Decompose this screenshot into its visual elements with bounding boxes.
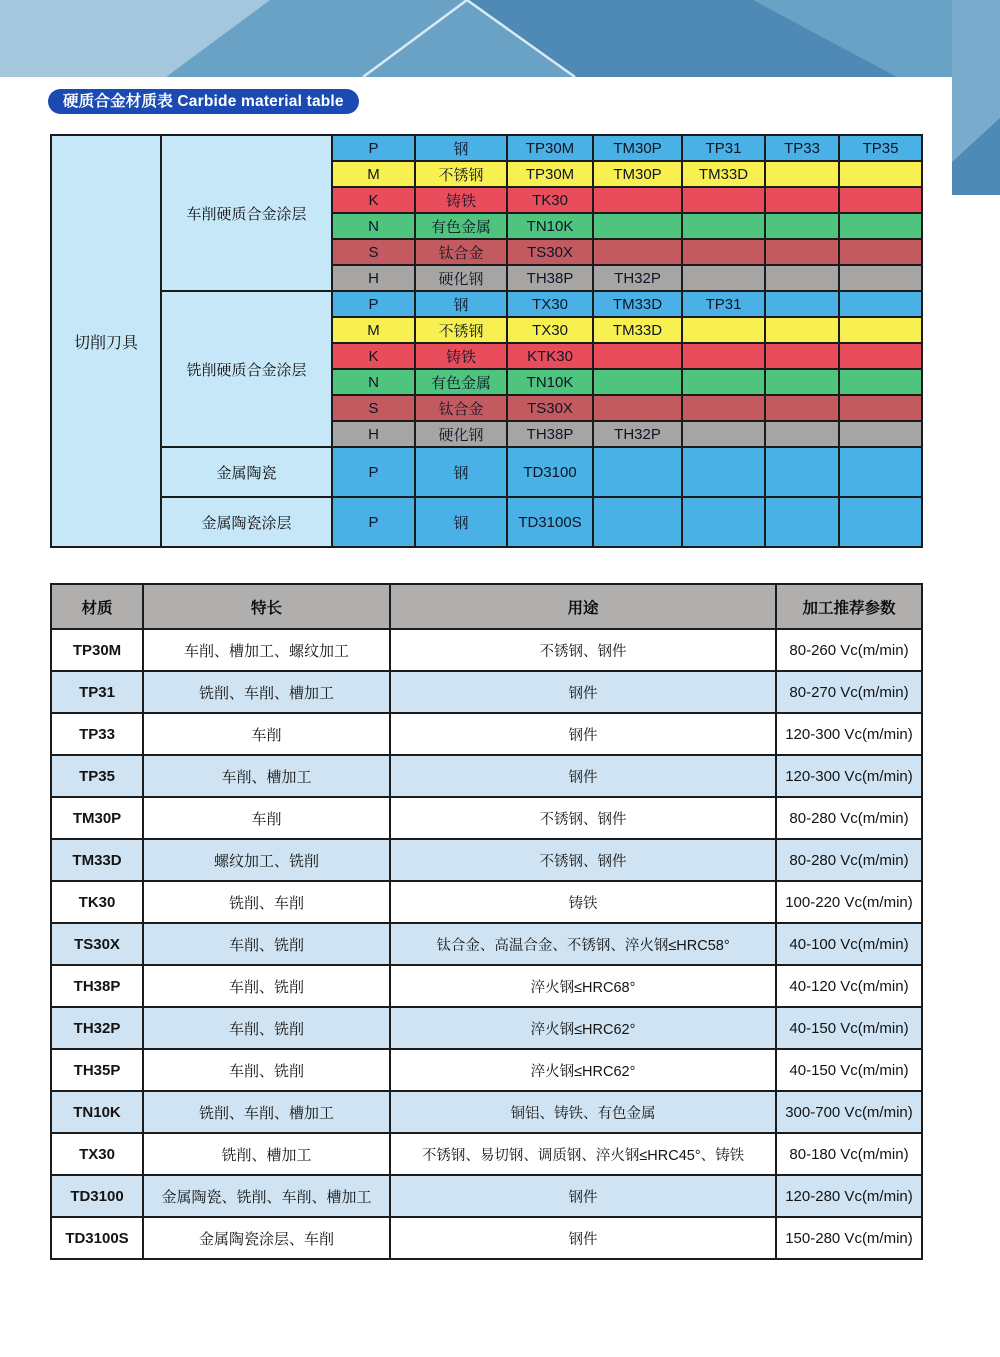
material-cell: TM33D — [51, 839, 143, 881]
usage-cell: 淬火钢≤HRC62° — [390, 1007, 776, 1049]
usage-cell: 淬火钢≤HRC68° — [390, 965, 776, 1007]
grade-cell: TH32P — [593, 265, 682, 291]
table-row — [51, 923, 922, 965]
grade-cell — [839, 343, 922, 369]
grade-cell — [765, 161, 839, 187]
material-cell: TD3100 — [51, 1175, 143, 1217]
spec-header-material: 材质 — [51, 584, 143, 629]
grade-cell: TP33 — [765, 135, 839, 161]
table-row — [51, 839, 922, 881]
workpiece-cell: 钛合金 — [415, 239, 507, 265]
features-cell: 车削 — [143, 713, 390, 755]
material-cell: TD3100S — [51, 1217, 143, 1259]
grade-cell — [765, 187, 839, 213]
params-cell: 120-280 Vc(m/min) — [776, 1175, 922, 1217]
section-label-cell: 铣削硬质合金涂层 — [161, 291, 332, 447]
grade-cell — [682, 343, 765, 369]
grade-cell — [765, 317, 839, 343]
grade-cell — [682, 239, 765, 265]
workpiece-cell: 铸铁 — [415, 187, 507, 213]
grade-cell — [682, 395, 765, 421]
material-cell: TP30M — [51, 629, 143, 671]
table-row — [51, 1091, 922, 1133]
tool-category-cell: 切削刀具 — [51, 135, 161, 547]
grade-cell: TM33D — [593, 317, 682, 343]
grade-cell: TP31 — [682, 291, 765, 317]
grade-cell: TS30X — [507, 395, 593, 421]
table-row — [51, 881, 922, 923]
spec-header-features: 特长 — [143, 584, 390, 629]
workpiece-cell: 钢 — [415, 497, 507, 547]
usage-cell: 钛合金、高温合金、不锈钢、淬火钢≤HRC58° — [390, 923, 776, 965]
section-label-cell: 车削硬质合金涂层 — [161, 135, 332, 291]
params-cell: 150-280 Vc(m/min) — [776, 1217, 922, 1259]
grade-cell: TS30X — [507, 239, 593, 265]
grade-cell: TP35 — [839, 135, 922, 161]
usage-cell: 钢件 — [390, 1175, 776, 1217]
grade-cell — [765, 421, 839, 447]
grade-cell — [839, 291, 922, 317]
usage-cell: 不锈钢、易切钢、调质钢、淬火钢≤HRC45°、铸铁 — [390, 1133, 776, 1175]
params-cell: 40-120 Vc(m/min) — [776, 965, 922, 1007]
iso-letter-cell: K — [332, 343, 415, 369]
material-cell: TX30 — [51, 1133, 143, 1175]
params-cell: 80-180 Vc(m/min) — [776, 1133, 922, 1175]
params-cell: 300-700 Vc(m/min) — [776, 1091, 922, 1133]
material-cell: TP35 — [51, 755, 143, 797]
grade-cell — [765, 239, 839, 265]
features-cell: 车削、铣削 — [143, 1049, 390, 1091]
workpiece-cell: 钢 — [415, 291, 507, 317]
workpiece-cell: 钛合金 — [415, 395, 507, 421]
page-title: 硬质合金材质表 Carbide material table — [48, 89, 359, 114]
features-cell: 铣削、车削、槽加工 — [143, 671, 390, 713]
workpiece-cell: 铸铁 — [415, 343, 507, 369]
features-cell: 车削、槽加工、螺纹加工 — [143, 629, 390, 671]
material-cell: TH35P — [51, 1049, 143, 1091]
iso-letter-cell: P — [332, 447, 415, 497]
iso-letter-cell: H — [332, 421, 415, 447]
iso-letter-cell: S — [332, 395, 415, 421]
table-row — [51, 1133, 922, 1175]
table-row — [51, 797, 922, 839]
params-cell: 80-270 Vc(m/min) — [776, 671, 922, 713]
grade-cell: TH38P — [507, 265, 593, 291]
grade-cell — [839, 369, 922, 395]
material-cell: TH32P — [51, 1007, 143, 1049]
table-row — [51, 1007, 922, 1049]
table-row — [51, 1217, 922, 1259]
material-cell: TK30 — [51, 881, 143, 923]
grade-cell — [765, 291, 839, 317]
grade-cell — [839, 187, 922, 213]
grade-cell — [593, 369, 682, 395]
material-cell: TN10K — [51, 1091, 143, 1133]
grade-cell — [593, 213, 682, 239]
iso-letter-cell: H — [332, 265, 415, 291]
grade-cell: TX30 — [507, 317, 593, 343]
usage-cell: 不锈钢、钢件 — [390, 629, 776, 671]
grade-cell: TN10K — [507, 369, 593, 395]
grade-cell — [839, 497, 922, 547]
params-cell: 40-150 Vc(m/min) — [776, 1049, 922, 1091]
workpiece-cell: 有色金属 — [415, 369, 507, 395]
features-cell: 螺纹加工、铣削 — [143, 839, 390, 881]
table-row — [51, 965, 922, 1007]
grade-cell — [682, 369, 765, 395]
iso-letter-cell: M — [332, 161, 415, 187]
workpiece-cell: 钢 — [415, 447, 507, 497]
grade-cell — [682, 421, 765, 447]
iso-letter-cell: P — [332, 291, 415, 317]
grade-cell — [839, 161, 922, 187]
grade-cell — [765, 395, 839, 421]
table-row — [51, 629, 922, 671]
workpiece-cell: 有色金属 — [415, 213, 507, 239]
workpiece-cell: 硬化钢 — [415, 421, 507, 447]
grade-cell — [839, 317, 922, 343]
workpiece-cell: 硬化钢 — [415, 265, 507, 291]
grade-cell: TP31 — [682, 135, 765, 161]
params-cell: 120-300 Vc(m/min) — [776, 713, 922, 755]
grade-cell — [839, 447, 922, 497]
params-cell: 40-100 Vc(m/min) — [776, 923, 922, 965]
grade-cell — [839, 395, 922, 421]
usage-cell: 淬火钢≤HRC62° — [390, 1049, 776, 1091]
grade-cell: TH38P — [507, 421, 593, 447]
usage-cell: 钢件 — [390, 671, 776, 713]
usage-cell: 钢件 — [390, 755, 776, 797]
grade-cell: TP30M — [507, 161, 593, 187]
features-cell: 铣削、车削、槽加工 — [143, 1091, 390, 1133]
workpiece-cell: 不锈钢 — [415, 161, 507, 187]
grade-cell: TD3100 — [507, 447, 593, 497]
table-row — [51, 713, 922, 755]
grade-cell — [593, 187, 682, 213]
material-spec-table — [50, 583, 923, 1260]
grade-cell — [682, 213, 765, 239]
grade-cell — [682, 187, 765, 213]
grade-cell: TM33D — [593, 291, 682, 317]
features-cell: 铣削、车削 — [143, 881, 390, 923]
iso-letter-cell: P — [332, 497, 415, 547]
table-row — [51, 755, 922, 797]
params-cell: 80-280 Vc(m/min) — [776, 797, 922, 839]
workpiece-cell: 钢 — [415, 135, 507, 161]
grade-cell — [682, 317, 765, 343]
grade-cell: TK30 — [507, 187, 593, 213]
table-row — [51, 671, 922, 713]
grade-cell: TH32P — [593, 421, 682, 447]
iso-letter-cell: M — [332, 317, 415, 343]
features-cell: 金属陶瓷涂层、车削 — [143, 1217, 390, 1259]
grade-cell: TP30M — [507, 135, 593, 161]
usage-cell: 不锈钢、钢件 — [390, 797, 776, 839]
grade-cell — [593, 343, 682, 369]
features-cell: 车削、铣削 — [143, 965, 390, 1007]
params-cell: 40-150 Vc(m/min) — [776, 1007, 922, 1049]
grade-cell: KTK30 — [507, 343, 593, 369]
grade-cell — [765, 265, 839, 291]
spec-header-usage: 用途 — [390, 584, 776, 629]
features-cell: 车削、铣削 — [143, 923, 390, 965]
grade-cell — [682, 265, 765, 291]
material-cell: TP31 — [51, 671, 143, 713]
material-cell: TS30X — [51, 923, 143, 965]
grade-cell: TM30P — [593, 161, 682, 187]
features-cell: 车削、槽加工 — [143, 755, 390, 797]
grade-cell — [682, 497, 765, 547]
section-label-cell: 金属陶瓷涂层 — [161, 497, 332, 547]
params-cell: 80-280 Vc(m/min) — [776, 839, 922, 881]
grade-cell: TX30 — [507, 291, 593, 317]
carbide-grade-table — [50, 134, 923, 548]
grade-cell — [839, 265, 922, 291]
table-row — [51, 1049, 922, 1091]
grade-cell — [765, 343, 839, 369]
material-cell: TM30P — [51, 797, 143, 839]
grade-cell — [593, 447, 682, 497]
params-cell: 120-300 Vc(m/min) — [776, 755, 922, 797]
features-cell: 金属陶瓷、铣削、车削、槽加工 — [143, 1175, 390, 1217]
params-cell: 80-260 Vc(m/min) — [776, 629, 922, 671]
params-cell: 100-220 Vc(m/min) — [776, 881, 922, 923]
features-cell: 车削 — [143, 797, 390, 839]
grade-cell: TD3100S — [507, 497, 593, 547]
grade-cell — [839, 213, 922, 239]
usage-cell: 钢件 — [390, 1217, 776, 1259]
grade-cell: TM33D — [682, 161, 765, 187]
grade-cell: TM30P — [593, 135, 682, 161]
grade-cell — [839, 421, 922, 447]
material-cell: TP33 — [51, 713, 143, 755]
grade-cell — [765, 447, 839, 497]
iso-letter-cell: N — [332, 213, 415, 239]
iso-letter-cell: N — [332, 369, 415, 395]
section-label-cell: 金属陶瓷 — [161, 447, 332, 497]
features-cell: 铣削、槽加工 — [143, 1133, 390, 1175]
grade-cell — [682, 447, 765, 497]
table-row — [51, 1175, 922, 1217]
workpiece-cell: 不锈钢 — [415, 317, 507, 343]
grade-cell — [765, 497, 839, 547]
material-cell: TH38P — [51, 965, 143, 1007]
iso-letter-cell: K — [332, 187, 415, 213]
grade-cell — [839, 239, 922, 265]
grade-cell — [765, 369, 839, 395]
usage-cell: 钢件 — [390, 713, 776, 755]
usage-cell: 不锈钢、钢件 — [390, 839, 776, 881]
features-cell: 车削、铣削 — [143, 1007, 390, 1049]
grade-cell — [593, 497, 682, 547]
usage-cell: 铸铁 — [390, 881, 776, 923]
grade-cell: TN10K — [507, 213, 593, 239]
spec-header-params: 加工推荐参数 — [776, 584, 922, 629]
grade-cell — [593, 239, 682, 265]
iso-letter-cell: S — [332, 239, 415, 265]
grade-cell — [765, 213, 839, 239]
usage-cell: 铜铝、铸铁、有色金属 — [390, 1091, 776, 1133]
iso-letter-cell: P — [332, 135, 415, 161]
grade-cell — [593, 395, 682, 421]
